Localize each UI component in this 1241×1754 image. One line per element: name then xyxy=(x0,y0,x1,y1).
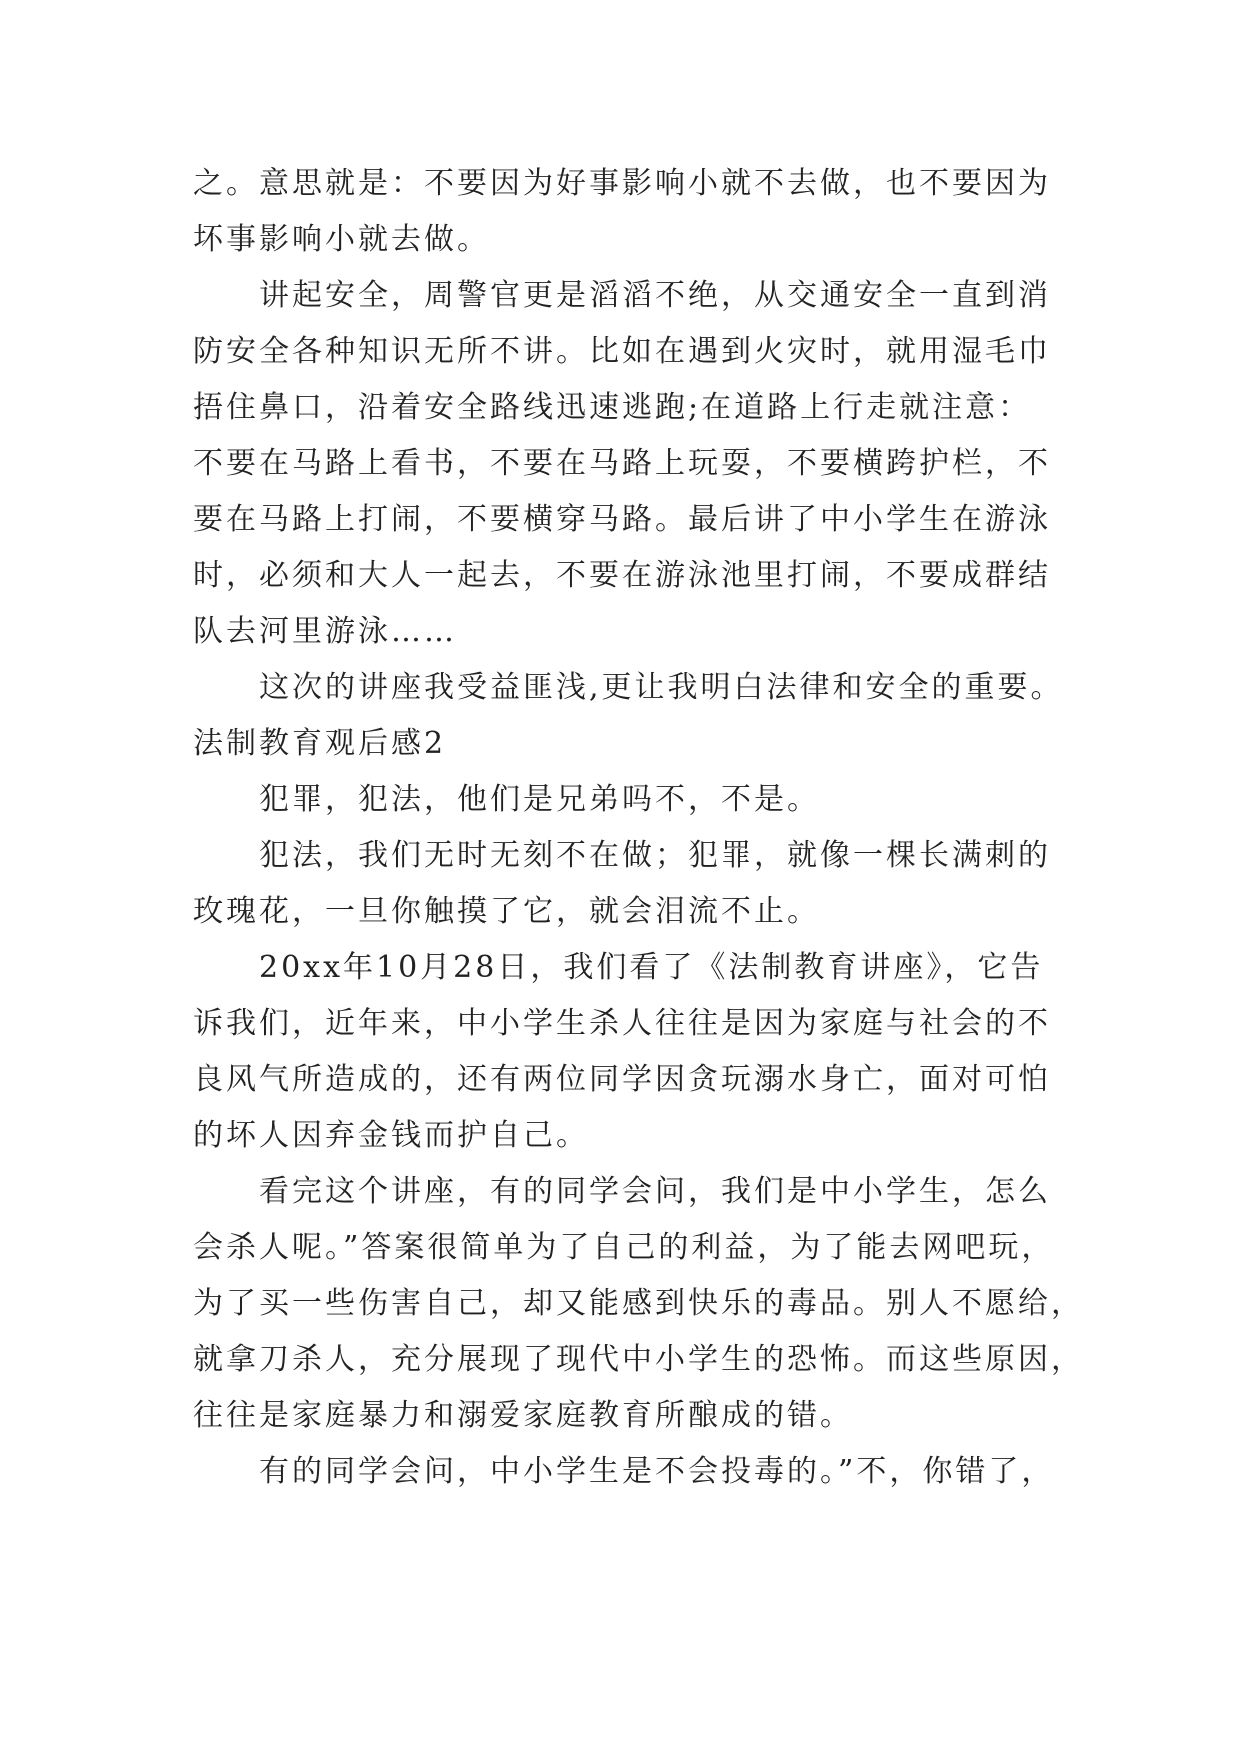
text-line: 会杀人呢。”答案很简单为了自己的利益，为了能去网吧玩， xyxy=(193,1230,1055,1265)
text-line: 就拿刀杀人，充分展现了现代中小学生的恐怖。而这些原因， xyxy=(193,1342,1084,1377)
section-title: 法制教育观后感2 xyxy=(193,726,447,761)
text-line: 捂住鼻口，沿着安全路线迅速逃跑;在道路上行走就注意： xyxy=(193,390,1032,425)
text-line: 诉我们，近年来，中小学生杀人往往是因为家庭与社会的不 xyxy=(193,1006,1051,1041)
text-line: 之。意思就是：不要因为好事影响小就不去做，也不要因为 xyxy=(193,166,1051,201)
text-line: 的坏人因弃金钱而护自己。 xyxy=(193,1118,589,1153)
document-body xyxy=(193,156,1084,1500)
text-line: 要在马路上打闹，不要横穿马路。最后讲了中小学生在游泳 xyxy=(193,502,1051,537)
paragraph-start-line: 讲起安全，周警官更是滔滔不绝，从交通安全一直到消 xyxy=(259,278,1051,313)
text-line: 为了买一些伤害自己，却又能感到快乐的毒品。别人不愿给， xyxy=(193,1286,1084,1321)
text-line: 防安全各种知识无所不讲。比如在遇到火灾时，就用湿毛巾 xyxy=(193,334,1051,369)
paragraph-start-line: 20xx年10月28日，我们看了《法制教育讲座》，它告 xyxy=(259,950,1044,985)
paragraph-start-line: 有的同学会问，中小学生是不会投毒的。”不，你错了， xyxy=(259,1454,1055,1489)
paragraph-start-line: 这次的讲座我受益匪浅,更让我明白法律和安全的重要。 xyxy=(259,670,1064,705)
text-line: 时，必须和大人一起去，不要在游泳池里打闹，不要成群结 xyxy=(193,558,1051,593)
text-line: 队去河里游泳…… xyxy=(193,614,457,649)
text-line: 玫瑰花，一旦你触摸了它，就会泪流不止。 xyxy=(193,894,820,929)
text-line: 不要在马路上看书，不要在马路上玩耍，不要横跨护栏，不 xyxy=(193,446,1051,481)
paragraph-start-line: 犯罪，犯法，他们是兄弟吗不，不是。 xyxy=(259,782,820,817)
paragraph-start-line: 看完这个讲座，有的同学会问，我们是中小学生，怎么 xyxy=(259,1174,1051,1209)
text-line: 良风气所造成的，还有两位同学因贪玩溺水身亡，面对可怕 xyxy=(193,1062,1051,1097)
paragraph-start-line: 犯法，我们无时无刻不在做；犯罪，就像一棵长满刺的 xyxy=(259,838,1051,873)
text-line: 往往是家庭暴力和溺爱家庭教育所酿成的错。 xyxy=(193,1398,853,1433)
text-line: 坏事影响小就去做。 xyxy=(193,222,490,257)
